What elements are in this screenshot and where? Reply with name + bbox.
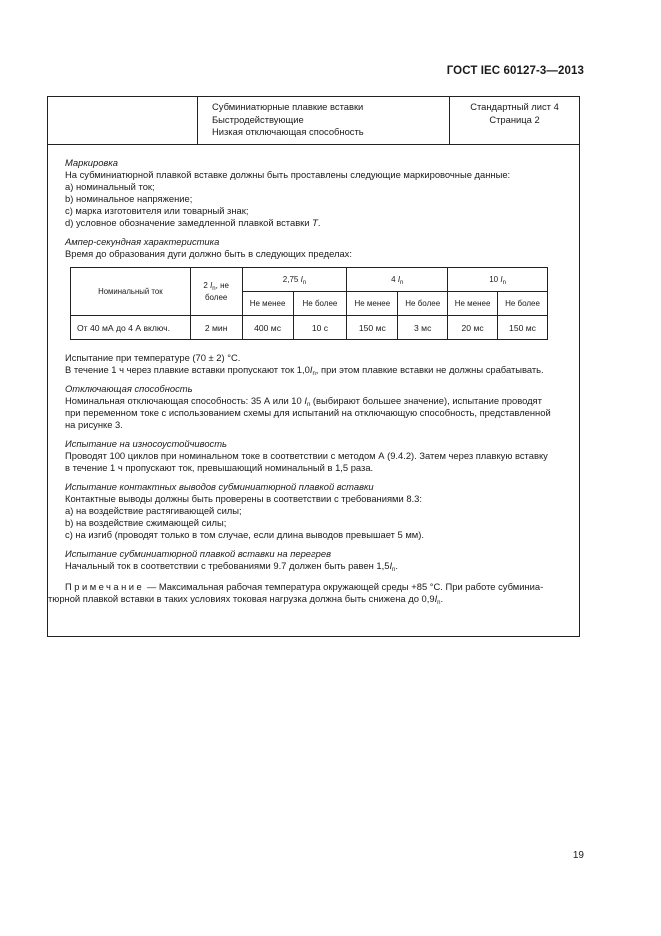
sheet-body	[48, 157, 570, 606]
subheader-min: Не менее	[448, 292, 498, 316]
header-nominal-current: Номинальный ток	[71, 268, 191, 316]
table-cell: 400 мс	[242, 316, 293, 340]
subheader-min: Не менее	[242, 292, 293, 316]
marking-item: b) номинальное напряжение;	[65, 193, 193, 204]
note-line	[48, 593, 570, 605]
marking-item: c) марка изготовителя или товарный знак;	[65, 205, 249, 216]
time-current-table	[70, 267, 548, 340]
terminals-item: b) на воздействие сжимающей силы;	[65, 517, 227, 528]
breaking-line: при переменном токе с использованием схемы для испытаний на отключающую способность, представленной	[65, 407, 551, 418]
header-4in	[347, 268, 448, 292]
table-row	[71, 316, 548, 340]
page-in-sheet: Страница 2	[489, 113, 540, 125]
current-subscript: n	[212, 285, 216, 292]
current-subscript: n	[400, 279, 404, 286]
header-10in	[448, 268, 548, 292]
current-symbol: I	[389, 560, 393, 571]
current-symbol: I	[397, 274, 401, 284]
marking-item-end: .	[317, 217, 321, 228]
text-part: тюрной плавкой вставки в таких условиях токовая нагрузка должна быть снижена до 0,9	[48, 593, 435, 604]
header-description-line: Низкая отключающая способность	[212, 126, 364, 137]
header-description-line: Субминиатюрные плавкие вставки	[212, 101, 364, 112]
breaking-line: на рисунке 3.	[65, 419, 123, 430]
header-sheet-info	[450, 97, 579, 144]
header-2in-prefix: 2	[203, 280, 208, 290]
group-multiplier: 2,75	[282, 274, 299, 284]
breaking-line	[65, 395, 570, 407]
terminals-title: Испытание контактных выводов субминиатюрной плавкой вставки	[65, 481, 374, 492]
text-part: , при этом плавкие вставки не должны срабатывать.	[315, 364, 544, 375]
header-2in-suffix: , не	[215, 280, 229, 290]
current-subscript: n	[302, 279, 307, 286]
header-empty-cell	[48, 97, 198, 144]
current-subscript: n	[502, 279, 506, 286]
overheat-title: Испытание субминиатюрной плавкой вставки на перегрев	[65, 548, 331, 559]
group-multiplier: 10	[489, 274, 499, 284]
marking-item	[65, 217, 570, 229]
current-symbol: I	[434, 593, 438, 604]
sheet-number: Стандартный лист 4	[470, 101, 559, 112]
current-symbol: I	[304, 395, 307, 406]
amp-second-title: Ампер-секундная характеристика	[65, 236, 220, 247]
header-description-line: Быстродействующие	[212, 113, 304, 125]
table-cell: 2 мин	[190, 316, 242, 340]
document-code: ГОСТ IEC 60127-3—2013	[446, 65, 584, 77]
sheet-header	[48, 97, 579, 145]
overheat-line	[65, 560, 570, 572]
table-cell: 3 мс	[398, 316, 448, 340]
current-subscript: n	[392, 567, 396, 573]
text-part: — Максимальная рабочая температура окружающей среды +85 °С. При работе субминиа-	[144, 581, 544, 592]
marking-title: Маркировка	[65, 157, 118, 168]
text-part: В течение 1 ч через плавкие вставки пропускают ток 1,0	[65, 364, 310, 375]
marking-item-text: d) условное обозначение замедленной плавкой вставки	[65, 217, 310, 228]
current-symbol: I	[500, 274, 503, 284]
page-number: 19	[572, 850, 584, 861]
subheader-min: Не менее	[347, 292, 398, 316]
text-part: .	[395, 560, 398, 571]
terminals-intro: Контактные выводы должны быть проверены в соответствии с требованиями 8.3:	[65, 493, 422, 504]
header-2in	[190, 268, 242, 316]
text-part: .	[440, 593, 444, 604]
breaking-title: Отключающая способность	[65, 383, 193, 394]
subheader-max: Не более	[398, 292, 448, 316]
amp-second-intro: Время до образования дуги должно быть в следующих пределах:	[65, 248, 352, 259]
note-label: Примечание	[65, 581, 145, 592]
note-line	[65, 581, 570, 593]
endurance-title: Испытание на износоустойчивость	[65, 438, 227, 449]
endurance-line: в течение 1 ч пропускают ток, превышающий номинальный в 1,5 раза.	[65, 462, 374, 473]
text-part: (выбирают большее значение), испытание проводят	[312, 395, 542, 406]
table-cell: От 40 мА до 4 А включ.	[71, 316, 191, 340]
current-symbol: I	[210, 280, 213, 290]
table-cell: 150 мс	[347, 316, 398, 340]
subheader-max: Не более	[498, 292, 548, 316]
current-subscript: n	[306, 402, 311, 408]
current-subscript: n	[437, 600, 441, 606]
current-subscript: n	[312, 371, 316, 377]
header-2-75in	[242, 268, 347, 292]
delay-symbol: T	[312, 217, 318, 228]
text-part: Номинальная отключающая способность: 35 А или 10	[65, 395, 302, 406]
test-one-hour	[65, 364, 570, 376]
standard-sheet-frame	[47, 96, 580, 637]
terminals-item: c) на изгиб (проводят только в том случае, если длина выводов превышает 5 мм).	[65, 529, 424, 540]
marking-item: a) номинальный ток;	[65, 181, 155, 192]
subheader-max: Не более	[293, 292, 347, 316]
group-multiplier: 4	[391, 274, 396, 284]
header-description	[198, 97, 450, 144]
header-2in-line2: более	[204, 292, 228, 302]
table-cell: 10 с	[293, 316, 347, 340]
current-symbol: I	[309, 364, 313, 375]
terminals-item: a) на воздействие растягивающей силы;	[65, 505, 242, 516]
table-cell: 20 мс	[448, 316, 498, 340]
text-part: Начальный ток в соответствии с требованиями 9.7 должен быть равен 1,5	[65, 560, 390, 571]
endurance-line: Проводят 100 циклов при номинальном токе в соответствии с методом А (9.4.2). Затем через плавкую вставку	[65, 450, 548, 461]
test-temperature: Испытание при температуре (70 ± 2) °С.	[65, 352, 241, 363]
table-cell: 150 мс	[498, 316, 548, 340]
marking-intro: На субминиатюрной плавкой вставке должны быть проставлены следующие маркировочные данные:	[65, 169, 511, 180]
current-symbol: I	[300, 274, 303, 284]
